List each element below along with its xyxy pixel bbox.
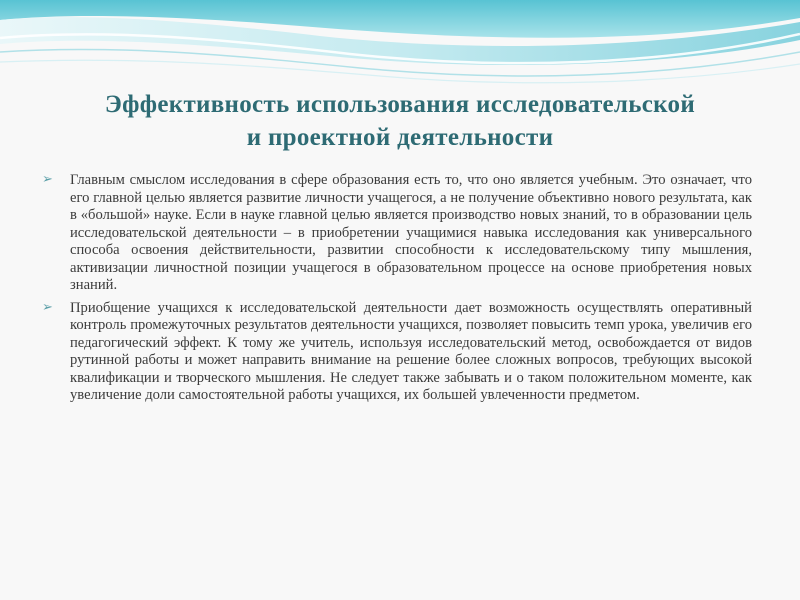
slide-title-line-2: и проектной деятельности [246, 124, 554, 151]
bullet-item-1 [40, 172, 752, 295]
slide-title-line-1: Эффективность использования исследовательской [104, 91, 696, 118]
hollow-arrow-bullet-icon: ➢ [42, 172, 53, 187]
bullet-text-2: Приобщение учащихся к исследовательской деятельности дает возможность осуществлять оперативный контроль промежуточных результатов деятельности учащихся, позволяет повысить темп урока, увеличив его педагогический эффект. К тому же учитель, используя исследовательский метод, освобождается от видов рутинной работы и может направить внимание на решение более сложных вопросов, требующих высокой квалификации и творческого мышления. Не следует также забывать и о таком положительном моменте, как увеличение доли самостоятельной работы учащихся, их большей увлеченности предметом. [70, 299, 752, 403]
bullet-item-2 [40, 300, 752, 405]
bullet-list [40, 172, 752, 410]
decorative-wave-header [0, 0, 800, 90]
slide-title [0, 88, 800, 154]
hollow-arrow-bullet-icon: ➢ [42, 299, 53, 315]
bullet-text-1: Главным смыслом исследования в сфере образования есть то, что оно является учебным. Это означает, что его главной целью является развитие личности учащегося, а не получение объективно нового результата, как в «большой» науке. Если в науке главной целью является производство новых знаний, то в образовании цель исследовательской деятельности – в приобретении учащимися навыка исследования как универсального способа освоения действительности, развитии способности к исследовательскому типу мышления, активизации личностной позиции учащегося в образовательном процессе на основе приобретения новых знаний. [70, 172, 752, 293]
